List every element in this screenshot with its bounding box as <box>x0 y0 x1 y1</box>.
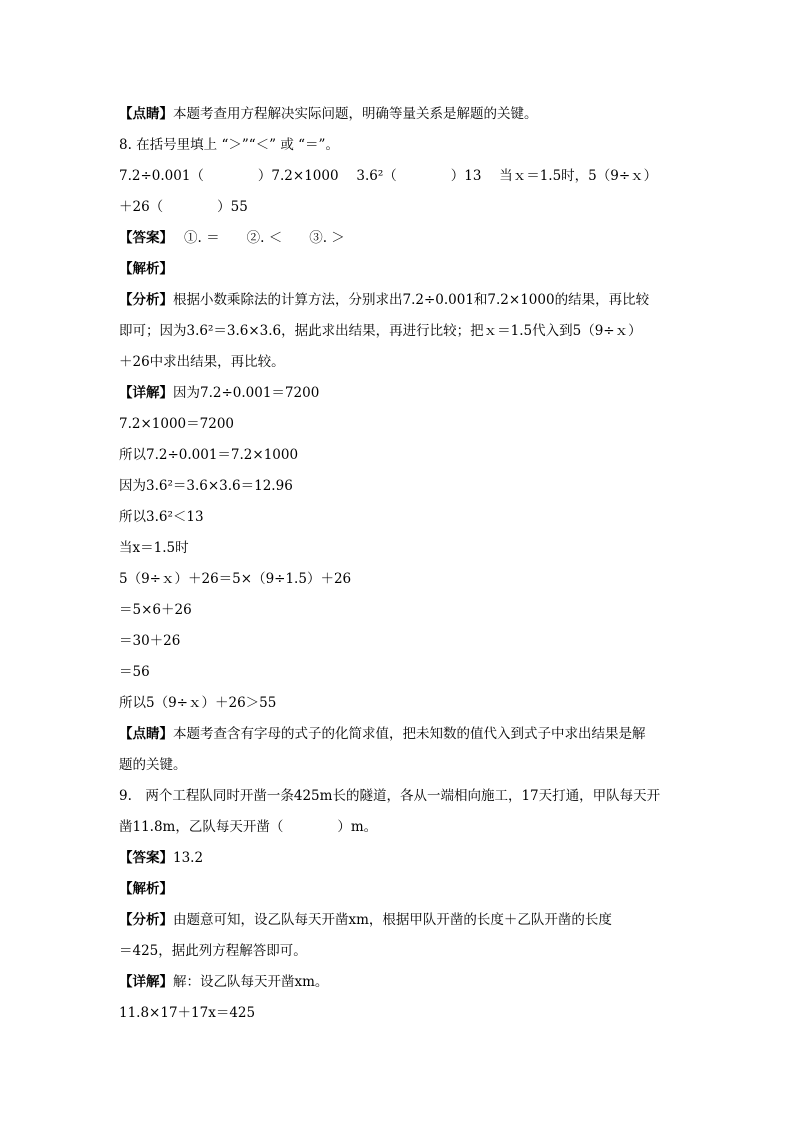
text-line <box>119 166 657 186</box>
text-line <box>119 259 173 279</box>
line-text: ＝5×6＋26 <box>119 602 192 618</box>
section-tag: 【点睛】 <box>119 726 173 742</box>
text-line <box>119 786 660 806</box>
line-text: 即可；因为3.6²＝3.6×3.6，据此求出结果，再进行比较；把ｘ＝1.5代入到5（9÷ｘ） <box>119 323 642 339</box>
text-line <box>119 569 351 589</box>
text-line <box>119 848 203 868</box>
text-line <box>119 538 189 558</box>
section-tag: 【分析】 <box>119 912 173 928</box>
section-tag: 【答案】 <box>119 230 167 246</box>
text-line <box>119 383 319 403</box>
text-line <box>119 631 180 651</box>
line-text: ＋26中求出结果，再比较。 <box>119 354 285 370</box>
text-line <box>119 972 328 992</box>
line-text: 所以5（9÷ｘ）＋26＞55 <box>119 695 277 711</box>
text-line <box>119 197 248 217</box>
text-line <box>119 321 642 341</box>
line-text: ①. ＝ ②. ＜ ③. ＞ <box>166 230 345 246</box>
text-line <box>119 104 538 124</box>
line-text: 当x＝1.5时 <box>119 540 189 556</box>
text-line <box>119 228 345 248</box>
text-line <box>119 352 285 372</box>
line-text: 因为3.6²＝3.6×3.6＝12.96 <box>119 478 293 494</box>
text-line <box>119 941 307 961</box>
line-text: 凿11.8m，乙队每天开凿（ ）m。 <box>119 819 378 835</box>
line-text: 本题考查含有字母的式子的化简求值，把未知数的值代入到式子中求出结果是解 <box>173 726 646 742</box>
line-text: 13.2 <box>173 850 204 866</box>
text-line <box>119 290 649 310</box>
line-text: ＝56 <box>119 664 150 680</box>
text-line <box>119 600 192 620</box>
section-tag: 【详解】 <box>119 974 173 990</box>
text-line <box>119 445 298 465</box>
line-text: 由题意可知，设乙队每天开凿xm，根据甲队开凿的长度＋乙队开凿的长度 <box>173 912 612 928</box>
text-line <box>119 414 234 434</box>
line-text: 5（9÷ｘ）＋26＝5×（9÷1.5）＋26 <box>119 571 352 587</box>
text-line <box>119 476 293 496</box>
line-text: 题的关键。 <box>119 757 187 773</box>
section-tag: 【点睛】 <box>119 106 173 122</box>
section-tag: 【解析】 <box>119 261 173 277</box>
section-tag: 【答案】 <box>119 850 173 866</box>
text-line <box>119 507 204 527</box>
line-text: 本题考查用方程解决实际问题，明确等量关系是解题的关键。 <box>173 106 538 122</box>
line-text: 8. 在括号里填上 “＞”“＜” 或 “＝”。 <box>119 137 339 153</box>
text-line <box>119 1003 255 1023</box>
line-text: 7.2÷0.001（ ）7.2×1000 3.6²（ ）13 当ｘ＝1.5时，5（9÷ｘ） <box>119 168 658 184</box>
text-line <box>119 693 276 713</box>
text-line <box>119 755 187 775</box>
section-tag: 【解析】 <box>119 881 173 897</box>
line-text: 因为7.2÷0.001＝7200 <box>173 385 320 401</box>
line-text: 所以7.2÷0.001＝7.2×1000 <box>119 447 299 463</box>
section-tag: 【详解】 <box>119 385 173 401</box>
text-line <box>119 879 173 899</box>
section-tag: 【分析】 <box>119 292 173 308</box>
line-text: 所以3.6²＜13 <box>119 509 204 525</box>
text-line <box>119 135 339 155</box>
line-text: ＝425，据此列方程解答即可。 <box>119 943 307 959</box>
line-text: 根据小数乘除法的计算方法，分别求出7.2÷0.001和7.2×1000的结果，再比较 <box>173 292 650 308</box>
line-text: 9. 两个工程队同时开凿一条425m长的隧道，各从一端相向施工，17天打通，甲队每天开 <box>119 788 661 804</box>
line-text: 解：设乙队每天开凿xm。 <box>173 974 329 990</box>
line-text: 7.2×1000＝7200 <box>119 416 234 432</box>
text-line <box>119 724 646 744</box>
text-line <box>119 910 612 930</box>
line-text: ＋26（ ）55 <box>119 199 248 215</box>
text-line <box>119 817 377 837</box>
line-text: ＝30＋26 <box>119 633 181 649</box>
line-text: 11.8×17＋17x＝425 <box>119 1005 256 1021</box>
text-line <box>119 662 150 682</box>
